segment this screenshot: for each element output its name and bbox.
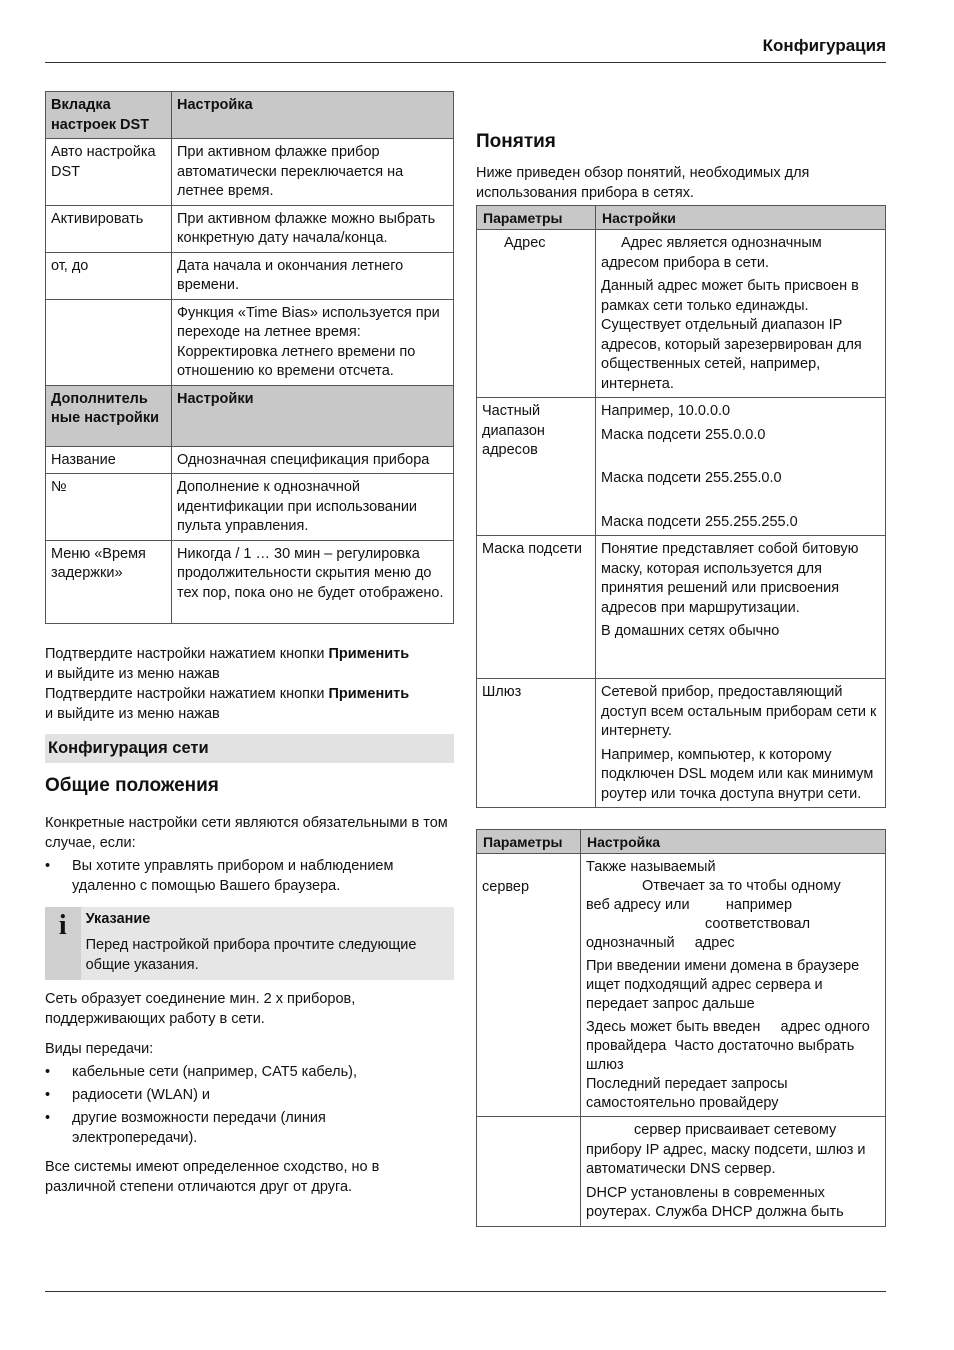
table-row <box>477 679 886 808</box>
value-cell: Понятие представляет собой битовую маску, которая используется для принятия решений или присвоения адресов при маршрутизации. В домашних сетях обычно <box>596 536 886 679</box>
note-box <box>45 907 454 980</box>
note-icon-area <box>45 907 81 980</box>
table-row <box>46 540 454 623</box>
header-rule <box>45 62 886 63</box>
param-cell: Частный диапазон адресов <box>477 398 596 536</box>
value-cell: Однозначная спецификация прибора <box>172 446 454 474</box>
param-cell <box>477 1117 581 1227</box>
general-intro: Конкретные настройки сети являются обязательными в том случае, если: <box>45 814 448 851</box>
network-text: Сеть образует соединение мин. 2 х приборов, поддерживающих работу в сети. <box>45 990 356 1027</box>
value-cell: Никогда / 1 … 30 мин – регулировка продолжительности скрытия меню до тех пор, пока оно не будет отображено. <box>172 540 454 623</box>
note-text: Перед настройкой прибора прочтите следующие общие указания. <box>85 936 417 973</box>
value-cell: Функция «Time Bias» используется при переходе на летнее время: Корректировка летнего времени по отношению ко времени отсчета. <box>172 299 454 385</box>
header-cell: Дополнитель ные настройки <box>46 385 172 446</box>
list-item: • Вы хотите управлять прибором и наблюдением удаленно с помощью Вашего браузера. <box>45 856 454 896</box>
header-cell: Вкладка настроек DST <box>46 92 172 139</box>
param-cell: Авто настройка DST <box>46 139 172 206</box>
value-cell: Адрес является однозначным адресом прибора в сети. Данный адрес может быть присвоен в рамках сети только единажды. Существует отдельный диапазон IP адресов, который зарезервирован для общественных сетей, например, интернета. <box>596 230 886 398</box>
footer-rule <box>45 1291 886 1292</box>
subsection-heading: Общие положения <box>45 774 219 796</box>
table-subheader-row <box>46 385 454 446</box>
table-row <box>477 230 886 398</box>
table-header-row <box>46 92 454 139</box>
server-table <box>476 829 911 1227</box>
table-row <box>46 299 454 385</box>
list-item: • кабельные сети (например, CAT5 кабель), <box>45 1062 454 1082</box>
param-cell: Адрес <box>477 230 596 398</box>
right-column <box>476 130 911 1227</box>
page-header-title: Конфигурация <box>762 36 886 55</box>
transmission-intro: Виды передачи: <box>45 1040 154 1057</box>
param-cell: Меню «Время задержки» <box>46 540 172 623</box>
param-cell: Активировать <box>46 205 172 252</box>
header-cell: Настройка <box>172 92 454 139</box>
value-cell: При активном флажке можно выбрать конкретную дату начала/конца. <box>172 205 454 252</box>
list-item: • другие возможности передачи (линия электропередачи). <box>45 1108 454 1148</box>
list-item: • радиосети (WLAN) и <box>45 1085 454 1105</box>
header-cell: Настройка <box>581 830 886 854</box>
table-row <box>46 474 454 541</box>
table-header-row <box>477 830 886 854</box>
header-cell: Настройки <box>172 385 454 446</box>
table-row <box>46 446 454 474</box>
apply-label: Применить <box>328 685 410 702</box>
header-cell: Параметры <box>477 830 581 854</box>
terms-heading: Понятия <box>476 131 556 152</box>
section-heading: Конфигурация сети <box>45 734 454 763</box>
param-cell: Название <box>46 446 172 474</box>
value-cell: Дата начала и окончания летнего времени. <box>172 252 454 299</box>
general-bullet-list <box>45 856 454 896</box>
table-row <box>46 252 454 299</box>
param-cell: сервер <box>477 854 581 1117</box>
header-cell: Настройки <box>596 206 886 230</box>
param-cell: от, до <box>46 252 172 299</box>
table-row <box>477 1117 886 1227</box>
param-cell <box>46 299 172 385</box>
note-title: Указание <box>85 910 151 927</box>
table-row <box>477 536 886 679</box>
left-column <box>45 91 454 1197</box>
apply-label: Применить <box>328 645 410 662</box>
header-cell: Параметры <box>477 206 596 230</box>
table-header-row <box>477 206 886 230</box>
similarity-text: Все системы имеют определенное сходство, но в различной степени отличаются друг от друга. <box>45 1158 380 1195</box>
confirm-instruction: Подтвердите настройки нажатием кнопки Применить и выйдите из меню нажав <box>45 645 410 682</box>
value-cell: Сетевой прибор, предоставляющий доступ всем остальным приборам сети к интернету. Например, компьютер, к которому подключен DSL модем или как минимум роутер или точка доступа внутри сети. <box>596 679 886 808</box>
table-row <box>477 854 886 1117</box>
note-body <box>81 907 454 980</box>
value-cell: сервер присваивает сетевому прибору IP адрес, маску подсети, шлюз и автоматически DNS сервер. DHCP установлены в современных роутерах. Служба DHCP должна быть <box>581 1117 886 1227</box>
terms-table <box>476 205 886 808</box>
param-cell: Маска подсети <box>477 536 596 679</box>
terms-intro: Ниже приведен обзор понятий, необходимых для использования прибора в сетях. <box>476 165 810 201</box>
info-icon: i <box>58 909 67 941</box>
value-cell: Например, 10.0.0.0 Маска подсети 255.0.0.0 Маска подсети 255.255.0.0 Маска подсети 255.255.255.0 <box>596 398 886 536</box>
confirm-block <box>45 644 454 724</box>
value-cell: При активном флажке прибор автоматически переключается на летнее время. <box>172 139 454 206</box>
value-cell: Также называемый Отвечает за то чтобы одному веб адресу или например соответствовал однозначный адрес При введении имени домена в браузере ищет подходящий адрес сервера и передает запрос дальше Здесь может быть введен адрес одного провайдера Часто достаточно выбрать шлюз Последний передает запросы самостоятельно провайдеру <box>581 854 886 1117</box>
table-row <box>477 398 886 536</box>
table-row <box>46 139 454 206</box>
param-cell: Шлюз <box>477 679 596 808</box>
table-row <box>46 205 454 252</box>
value-cell: Дополнение к однозначной идентификации при использовании пульта управления. <box>172 474 454 541</box>
param-cell: № <box>46 474 172 541</box>
confirm-instruction: Подтвердите настройки нажатием кнопки Применить и выйдите из меню нажав <box>45 685 410 722</box>
transmission-list <box>45 1062 454 1148</box>
dst-settings-table <box>45 91 454 624</box>
